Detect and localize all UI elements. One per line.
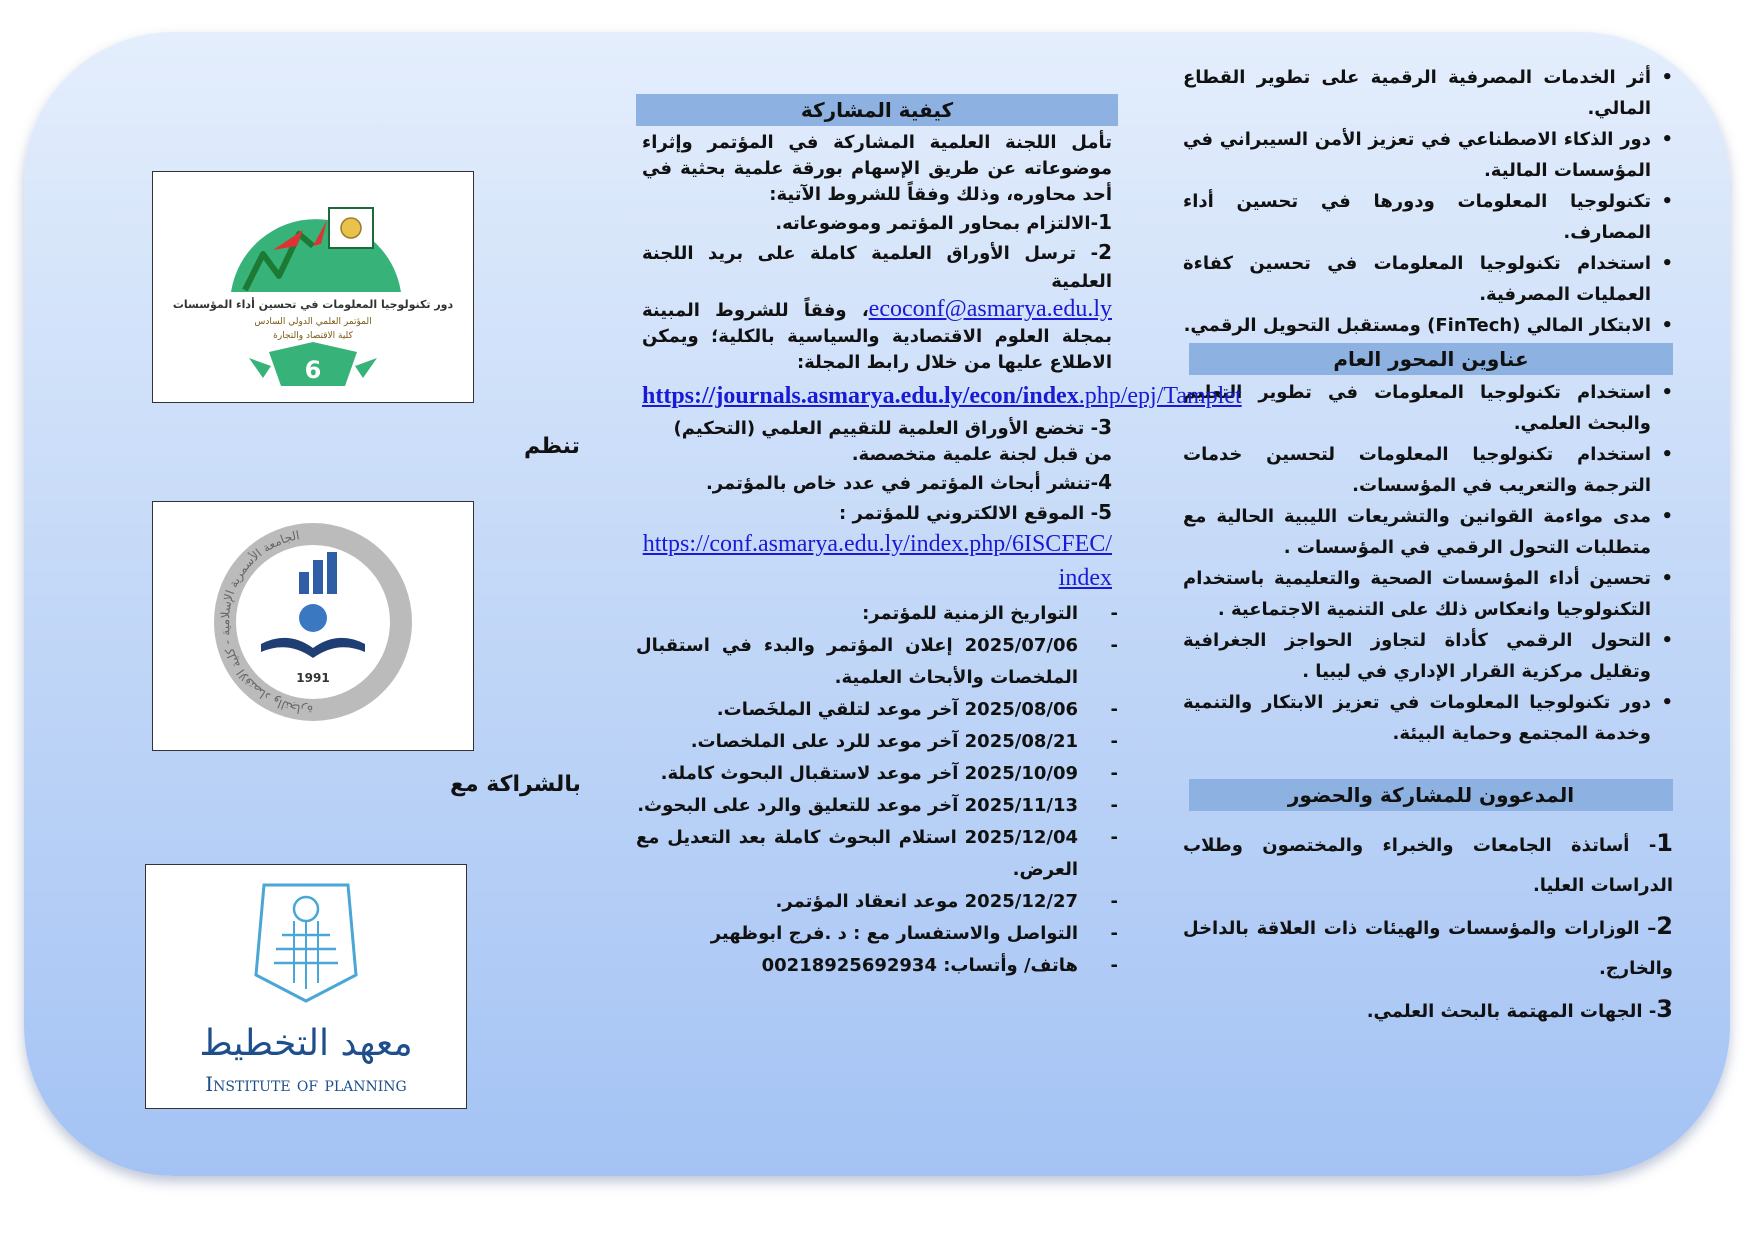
svg-text:دور تكنولوجيا المعلومات في تحس: دور تكنولوجيا المعلومات في تحسين أداء المؤسسات [172, 298, 454, 311]
dates-list [636, 598, 1118, 982]
list-item: - 2025/10/09 آخر موعد لاستقبال البحوث كاملة. [636, 758, 1078, 790]
list-item: • التحول الرقمي كأداة لتجاوز الحواجز الجغرافية وتقليل مركزية القرار الإداري في ليبيا . [1183, 625, 1651, 687]
svg-text:الجامعة الأسمرية الإسلامية - ك: الجامعة الأسمرية الإسلامية - كلية الاقتصاد والتجارة [218, 528, 314, 718]
middle-column [636, 94, 1242, 982]
email-link[interactable]: ecoconf@asmarya.edu.ly [868, 296, 1112, 322]
invited-item: 1- أساتذة الجامعات والخبراء والمختصون وطلاب الدراسات العليا. [1183, 829, 1673, 896]
list-item: • تحسين أداء المؤسسات الصحية والتعليمية باستخدام التكنولوجيا وانعكاس ذلك على التنمية الاجتماعية . [1183, 563, 1651, 625]
organizes-label: تنظم [524, 434, 580, 459]
svg-text:1991: 1991 [296, 671, 330, 685]
list-item: • أثر الخدمات المصرفية الرقمية على تطوير القطاع المالي. [1183, 62, 1651, 124]
invited-list [1183, 823, 1673, 1032]
themes-list [1183, 62, 1673, 341]
list-item: • دور الذكاء الاصطناعي في تعزيز الأمن السيبراني في المؤسسات المالية. [1183, 124, 1651, 186]
list-item: • استخدام تكنولوجيا المعلومات في تطوير التعليم والبحث العلمي. [1183, 377, 1651, 439]
university-logo [152, 501, 474, 751]
list-item: • دور تكنولوجيا المعلومات في تعزيز الابتكار والتنمية وخدمة المجتمع وحماية البيئة. [1183, 687, 1651, 749]
participation-intro: تأمل اللجنة العلمية المشاركة في المؤتمر وإثراء موضوعاته عن طريق الإسهام بورقة علمية بحثية في أحد محاوره، وذلك وفقاً للشروط الآتية: [642, 132, 1112, 205]
invited-heading: المدعوون للمشاركة والحضور [1189, 779, 1673, 811]
general-axis-heading: عناوين المحور العام [1189, 343, 1673, 375]
list-item: • الابتكار المالي (FinTech) ومستقبل التحويل الرقمي. [1183, 310, 1651, 341]
list-item: - التواريخ الزمنية للمؤتمر: [636, 598, 1078, 630]
journal-link[interactable]: https://journals.asmarya.edu.ly/econ/index.php/epj/Tamplet [642, 383, 1242, 409]
list-item: - هاتف/ وأتساب: 00218925692934 [636, 950, 1078, 982]
invited-item: 2– الوزارات والمؤسسات والهيئات ذات العلاقة بالداخل والخارج. [1183, 912, 1673, 979]
institute-logo [145, 864, 467, 1109]
conference-logo [152, 171, 474, 403]
svg-text:معهد التخطيط: معهد التخطيط [199, 1023, 413, 1064]
list-item: - 2025/07/06 إعلان المؤتمر والبدء في استقبال الملخصات والأبحاث العلمية. [636, 630, 1078, 694]
invited-item: 3- الجهات المهتمة بالبحث العلمي. [1366, 995, 1673, 1023]
condition-5: 5- الموقع الالكتروني للمؤتمر : [838, 500, 1112, 524]
svg-text:كلية الاقتصاد والتجارة: كلية الاقتصاد والتجارة [273, 331, 353, 341]
list-item: - التواصل والاستفسار مع : د .فرج ابوظهير [636, 918, 1078, 950]
list-item: - 2025/12/04 استلام البحوث كاملة بعد التعديل مع العرض. [636, 822, 1078, 886]
condition-1: 1-الالتزام بمحاور المؤتمر وموضوعاته. [775, 210, 1112, 234]
conference-site-link[interactable]: https://conf.asmarya.edu.ly/index.php/6ISCFEC/index [642, 531, 1112, 591]
list-item: - 2025/11/13 آخر موعد للتعليق والرد على البحوث. [636, 790, 1078, 822]
svg-text:Institute of planning: Institute of planning [205, 1072, 407, 1096]
general-axis-list [1183, 377, 1673, 749]
institute-emblem-icon [146, 865, 466, 1108]
condition-3: 3- تخضع الأوراق العلمية للتقييم العلمي (التحكيم) من قبل لجنة علمية متخصصة. [673, 415, 1112, 465]
list-item: - 2025/08/06 آخر موعد لتلقي الملخَصات. [636, 694, 1078, 726]
svg-text:المؤتمر العلمي الدولي السادس: المؤتمر العلمي الدولي السادس [254, 317, 372, 327]
list-item: - 2025/12/27 موعد انعقاد المؤتمر. [636, 886, 1078, 918]
list-item: • تكنولوجيا المعلومات ودورها في تحسين أداء المصارف. [1183, 186, 1651, 248]
participation-heading: كيفية المشاركة [636, 94, 1118, 126]
right-column [1183, 62, 1673, 1032]
svg-text:6: 6 [304, 356, 322, 384]
list-item: • مدى مواءمة القوانين والتشريعات الليبية الحالية مع متطلبات التحول الرقمي في المؤسسات . [1183, 501, 1651, 563]
university-seal-icon [153, 502, 473, 750]
conference-emblem-icon [153, 172, 473, 402]
partnership-label: بالشراكة مع [450, 772, 581, 797]
list-item: • استخدام تكنولوجيا المعلومات لتحسين خدمات الترجمة والتعريب في المؤسسات. [1183, 439, 1651, 501]
condition-2-cont: ecoconf@asmarya.edu.ly، وفقاً للشروط المبينة بمجلة العلوم الاقتصادية والسياسية بالكلية؛ ويمكن الاطلاع عليها من خلال رابط المجلة: [642, 296, 1112, 373]
list-item: • استخدام تكنولوجيا المعلومات في تحسين كفاءة العمليات المصرفية. [1183, 248, 1651, 310]
list-item: - 2025/08/21 آخر موعد للرد على الملخصات. [636, 726, 1078, 758]
condition-4: 4-تنشر أبحاث المؤتمر في عدد خاص بالمؤتمر. [705, 470, 1112, 494]
condition-2: 2- ترسل الأوراق العلمية كاملة على بريد اللجنة العلمية [642, 240, 1112, 292]
